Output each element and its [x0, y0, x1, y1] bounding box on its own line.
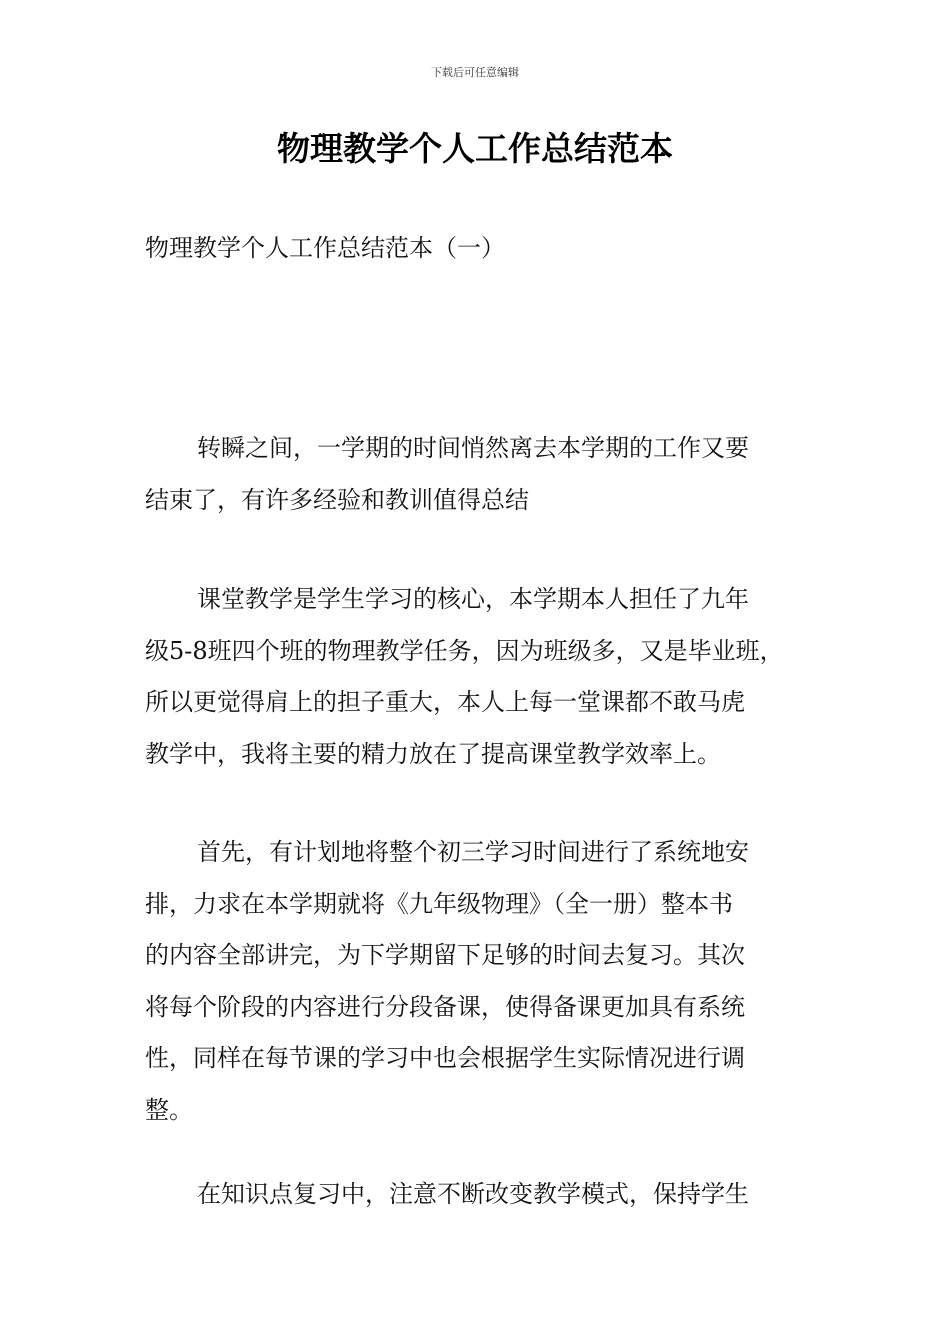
paragraph-line: 性，同样在每节课的学习中也会根据学生实际情况进行调 — [145, 1044, 745, 1072]
paragraph-1 — [145, 423, 815, 526]
paragraph-line: 所以更觉得肩上的担子重大，本人上每一堂课都不敢马虎 — [145, 688, 745, 716]
paragraph-line: 结束了，有许多经验和教训值得总结 — [145, 485, 529, 514]
paragraph-line: 课堂教学是学生学习的核心，本学期本人担任了九年 — [197, 585, 749, 613]
paragraph-line: 将每个阶段的内容进行分段备课，使得备课更加具有系统 — [145, 992, 745, 1021]
document-title: 物理教学个人工作总结范本 — [277, 129, 673, 168]
paragraph-2 — [145, 574, 815, 780]
section-subtitle: 物理教学个人工作总结范本（一） — [145, 234, 505, 262]
paragraph-line: 转瞬之间，一学期的时间悄然离去本学期的工作又要 — [197, 434, 749, 462]
paragraph-line: 的内容全部讲完，为下学期留下足够的时间去复习。其次 — [145, 941, 745, 969]
header-note: 下载后可任意编辑 — [431, 66, 519, 79]
paragraph-line: 整。 — [145, 1095, 193, 1124]
paragraph-line: 级5-8班四个班的物理教学任务，因为班级多，又是毕业班， — [145, 636, 784, 665]
paragraph-line: 首先，有计划地将整个初三学习时间进行了系统地安 — [197, 838, 749, 866]
paragraph-4 — [145, 1169, 815, 1221]
paragraph-line: 教学中，我将主要的精力放在了提高课堂教学效率上。 — [145, 739, 721, 768]
paragraph-3 — [145, 827, 815, 1136]
paragraph-line: 排，力求在本学期就将《九年级物理》（全一册）整本书 — [145, 889, 733, 918]
paragraph-line: 在知识点复习中，注意不断改变教学模式，保持学生 — [197, 1180, 749, 1208]
